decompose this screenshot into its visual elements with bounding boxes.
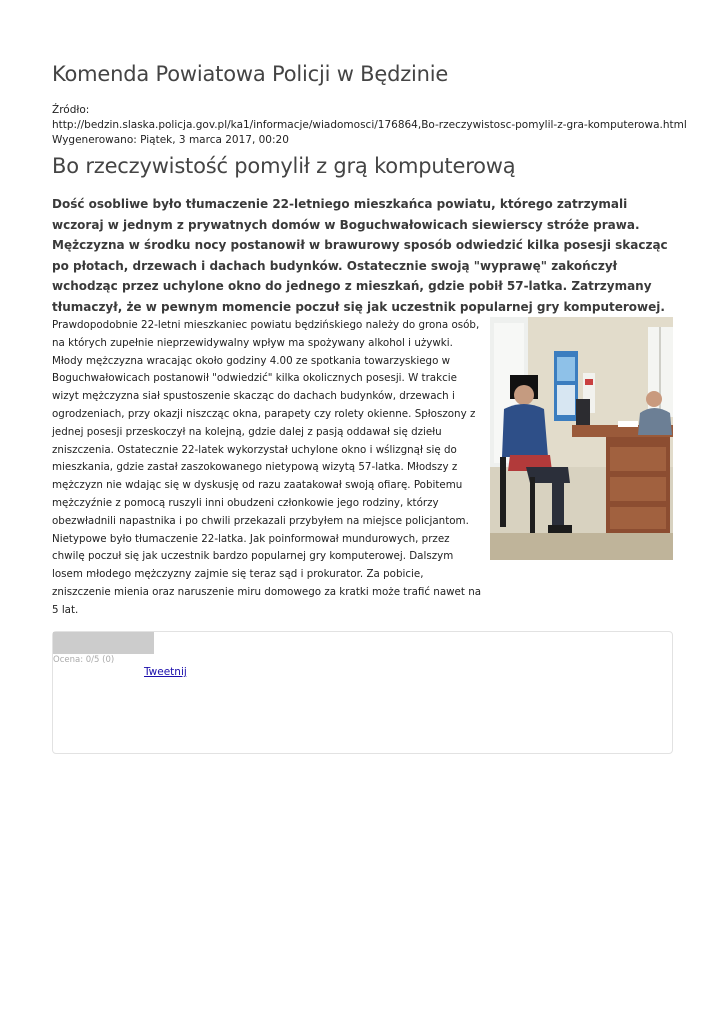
article-lead: Dość osobliwe było tłumaczenie 22-letniego mieszkańca powiatu, którego zatrzymali wczoraj w jednym z prywatnych domów w Boguchwałowicach siewierscy stróże prawa. Mężczyzna w środku nocy postanowił w brawurowy sposób odwiedzić kilka posesji skacząc po płotach, drzewach i dachach budynków. Ostatecznie swoją "wyprawę" zakończył wchodząc przez uchylone okno do jednego z mieszkań, gdzie pobił 57-latka. Zatrzymany tłumaczył, że w pewnym momencie poczuł się jak uczestnik popularnej gry komputerowej. <box>52 197 668 314</box>
source-meta <box>52 103 692 148</box>
rating-label: Ocena: 0/5 (0) <box>53 655 115 665</box>
generated-date: Wygenerowano: Piątek, 3 marca 2017, 00:20 <box>52 134 289 146</box>
tweet-link[interactable]: Tweetnij <box>144 666 187 678</box>
rating-stars[interactable] <box>53 632 154 654</box>
rating-box <box>52 631 673 754</box>
source-url: http://bedzin.slaska.policja.gov.pl/ka1/informacje/wiadomosci/176864,Bo-rzeczywistosc-pomylil-z-gra-komputerowa.html <box>52 119 687 131</box>
site-title: Komenda Powiatowa Policji w Będzinie <box>52 62 449 86</box>
source-label: Źródło: <box>52 104 90 116</box>
article-body: Prawdopodobnie 22-letni mieszkaniec powiatu będzińskiego należy do grona osób, na których zupełnie nieprzewidywalny wpływ ma spożywany alkohol i używki. Młody mężczyzna wracając około godziny 4.00 ze spotkania towarzyskiego w Boguchwałowicach postanowił "odwiedzić" kilka okolicznych posesji. W trakcie wizyt mężczyzna siał spustoszenie skacząc do dachach budynków, drzewach i ogrodzeniach, przy okazji niszcząc okna, parapety czy rolety okienne. Spłoszony z jednej posesji przeskoczył na kolejną, gdzie dalej z pasją oddawał się dziełu zniszczenia. Ostatecznie 22-latek wykorzystał uchylone okno i wślizgnął się do mieszkania, gdzie zastał zaszokowanego nietypową wizytą 57-latka. Młodszy z mężczyzn nie wdając się w dyskusję od razu zaatakował swoją ofiarę. Pobitemu mężczyźnie z pomocą ruszyli inni obudzeni członkowie jego rodziny, którzy obezwładnili napastnika i po chwili przekazali przybyłem na miejsce policjantom. Nietypowe było tłumaczenie 22-latka. Jak poinformował mundurowych, przez chwilę poczuł się jak uczestnik bardzo popularnej gry komputerowej. Dalszym losem młodego mężczyzny zajmie się teraz sąd i prokurator. Za pobicie, zniszczenie mienia oraz naruszenie miru domowego za kratki może trafić nawet na 5 lat. <box>52 319 482 616</box>
article-photo <box>490 317 673 560</box>
article-title: Bo rzeczywistość pomylił z grą komputerową <box>52 154 516 178</box>
